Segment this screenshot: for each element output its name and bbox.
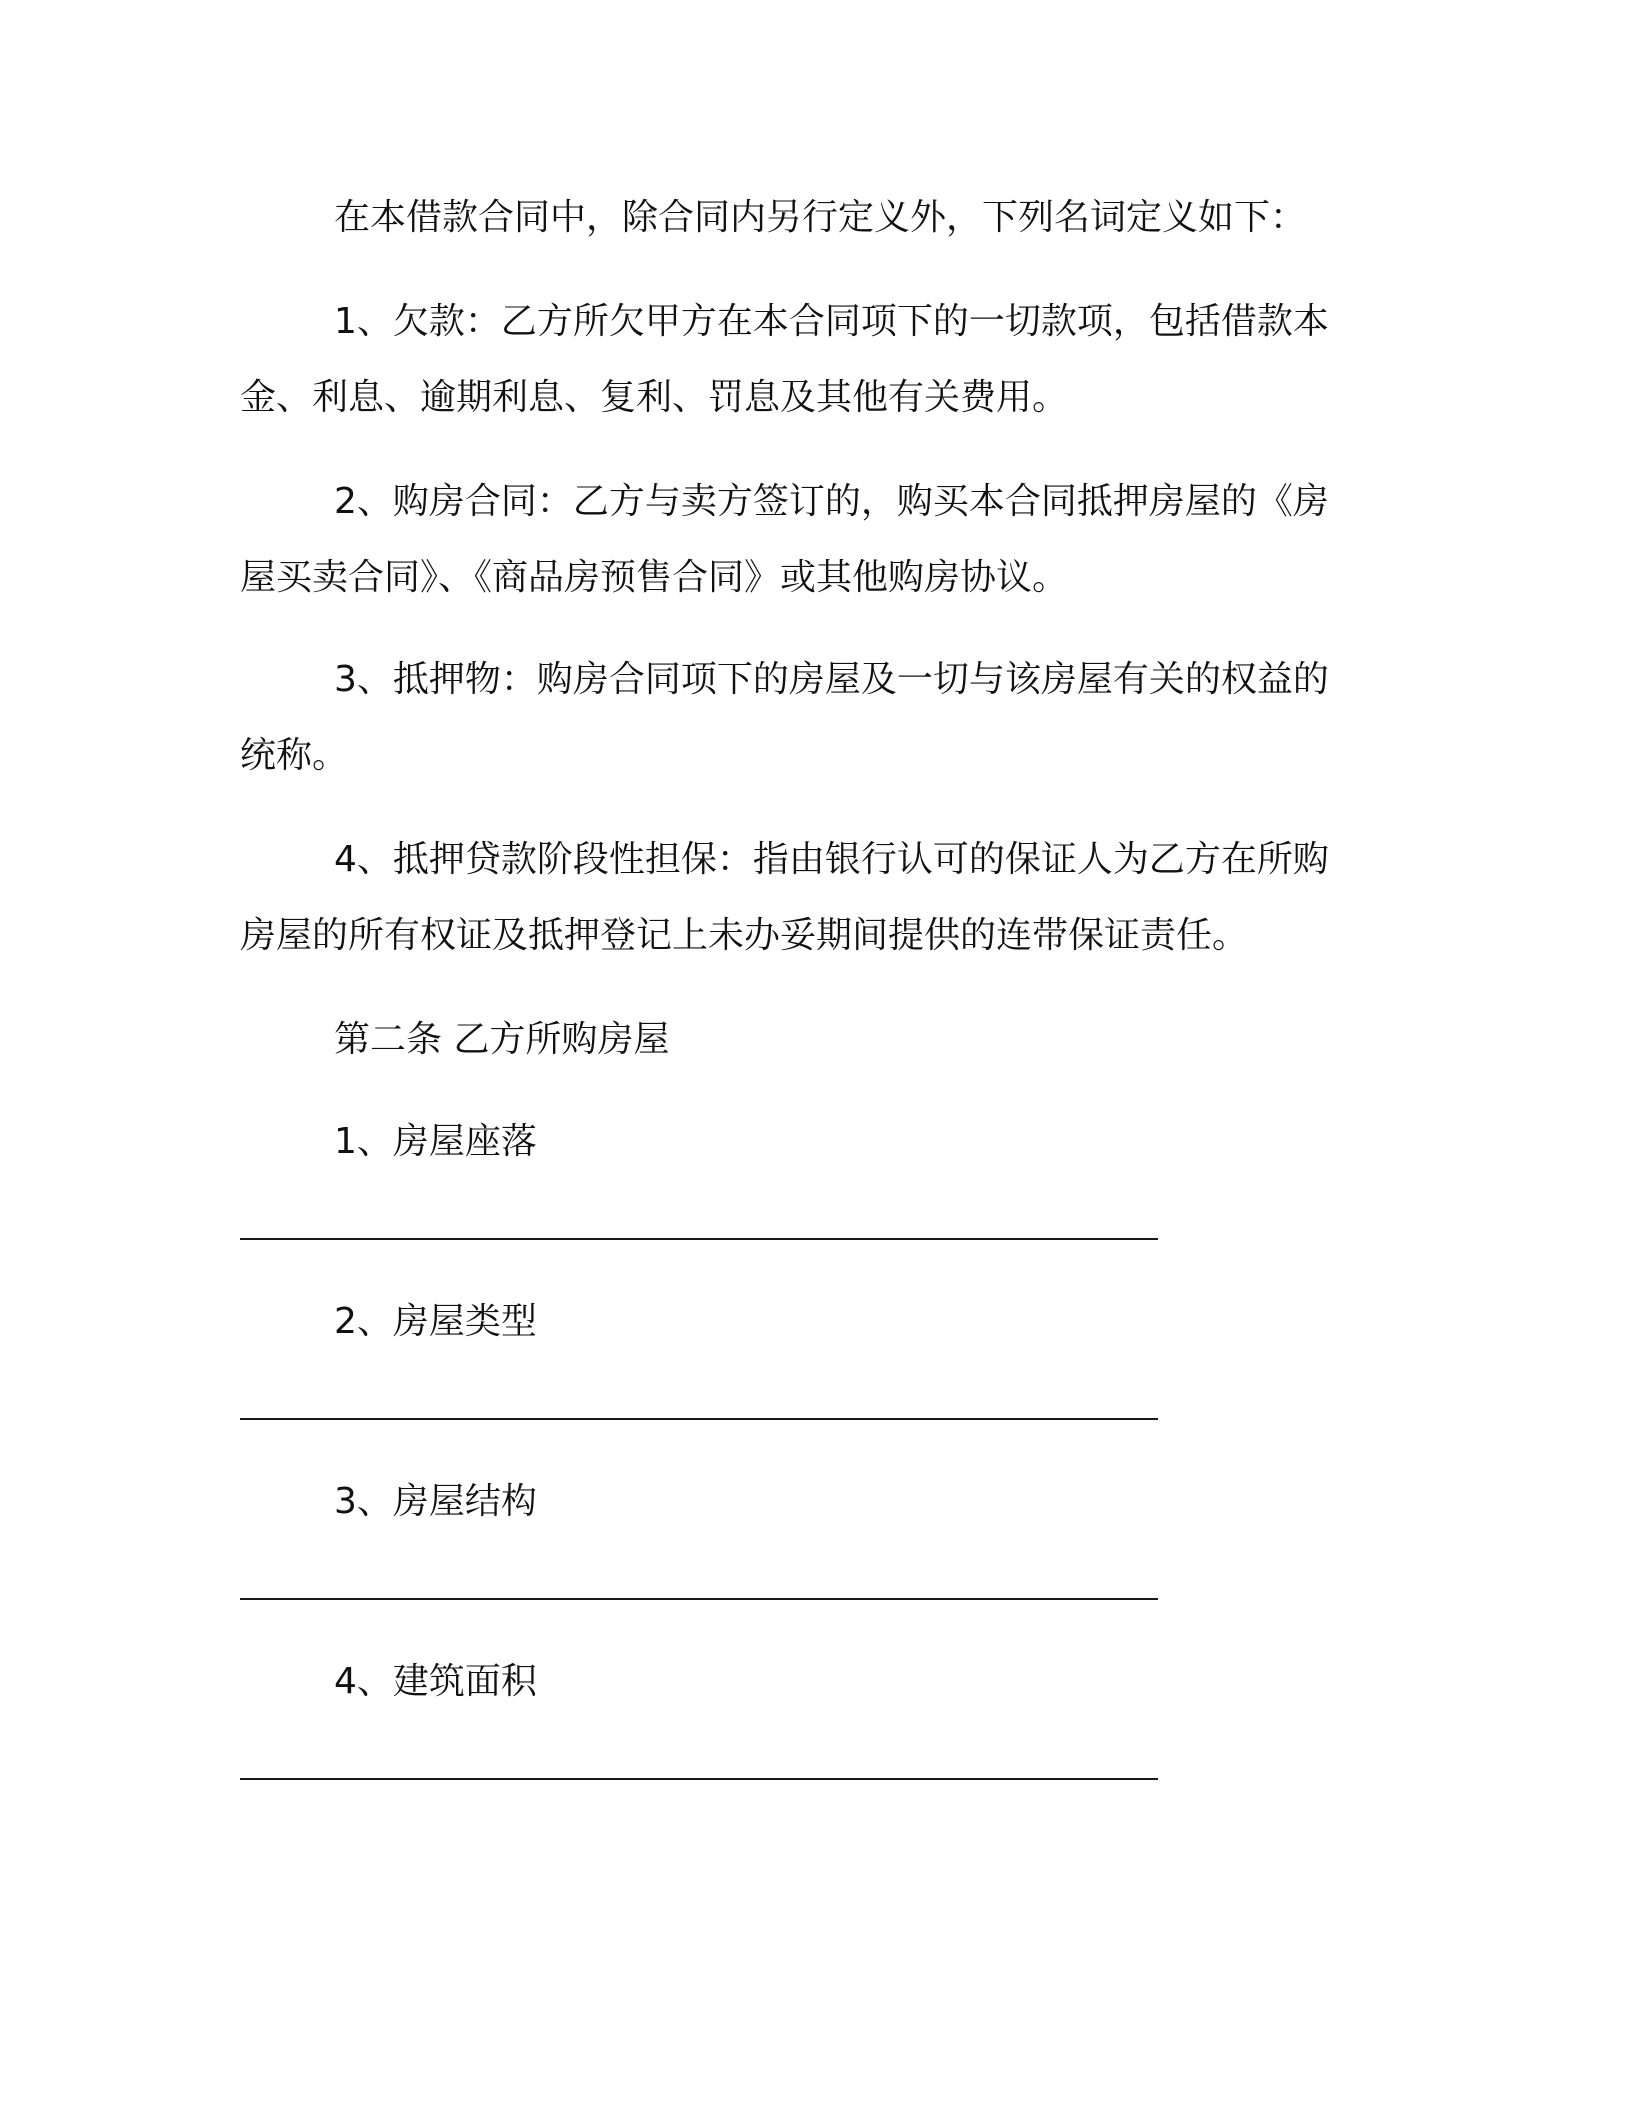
intro-paragraph: 在本借款合同中，除合同内另行定义外，下列名词定义如下：: [334, 197, 1307, 238]
field-blank-structure: [240, 1598, 1158, 1600]
article-title: 第二条 乙方所购房屋: [334, 1019, 670, 1060]
field-label-area: 4、建筑面积: [334, 1661, 537, 1702]
definition-3-line-1: 3、抵押物：购房合同项下的房屋及一切与该房屋有关的权益的: [334, 659, 1329, 700]
field-blank-type: [240, 1418, 1158, 1420]
definition-1-line-1: 1、欠款：乙方所欠甲方在本合同项下的一切款项，包括借款本: [334, 301, 1329, 342]
definition-2-line-1: 2、购房合同：乙方与卖方签订的，购买本合同抵押房屋的《房: [334, 481, 1329, 522]
field-blank-location: [240, 1238, 1158, 1240]
field-label-structure: 3、房屋结构: [334, 1481, 537, 1522]
field-label-type: 2、房屋类型: [334, 1301, 537, 1342]
field-blank-area: [240, 1778, 1158, 1780]
definition-1-line-2: 金、利息、逾期利息、复利、罚息及其他有关费用。: [240, 377, 1069, 418]
definition-4-line-2: 房屋的所有权证及抵押登记上未办妥期间提供的连带保证责任。: [240, 915, 1249, 956]
definition-3-line-2: 统称。: [240, 735, 349, 776]
definition-2-line-2: 屋买卖合同》、《商品房预售合同》或其他购房协议。: [240, 557, 1069, 598]
definition-4-line-1: 4、抵押贷款阶段性担保：指由银行认可的保证人为乙方在所购: [334, 839, 1329, 880]
field-label-location: 1、房屋座落: [334, 1121, 537, 1162]
